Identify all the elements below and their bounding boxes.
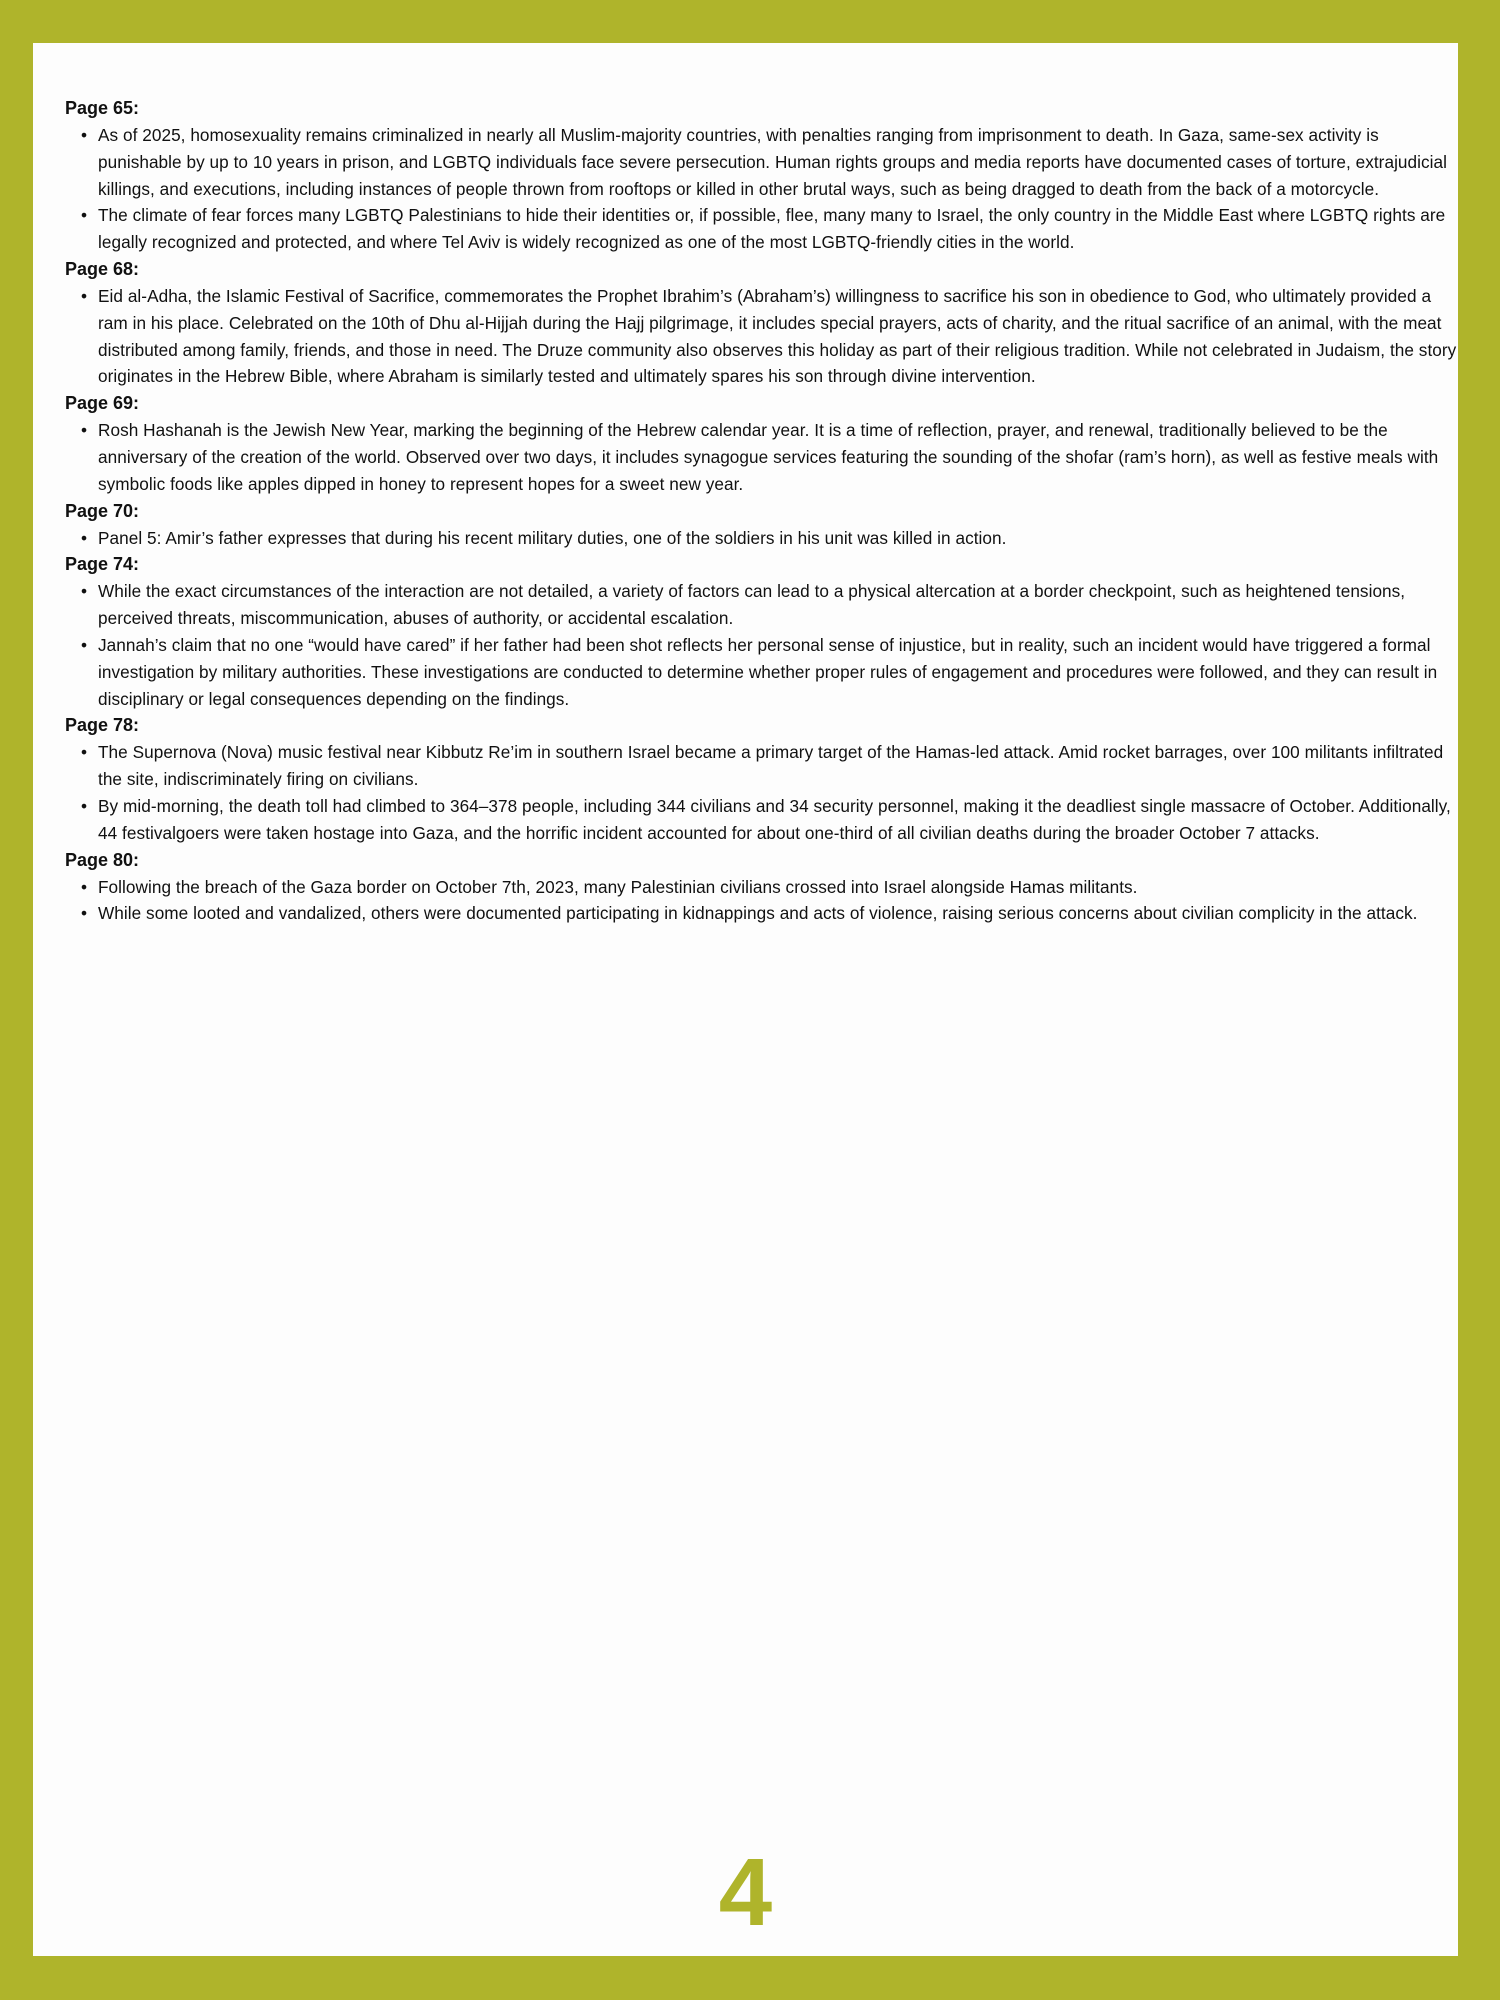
bullet-item: • Following the breach of the Gaza border on October 7th, 2023, many Palestinian civilians crossed into Israel alongside Hamas militants. <box>65 874 1460 901</box>
section-page-70 <box>65 498 1460 552</box>
section-heading: Page 69: <box>65 393 140 414</box>
bullet-item: • While the exact circumstances of the interaction are not detailed, a variety of factors can lead to a physical altercation at a border checkpoint, such as heightened tensions, perceived threats, miscommunication, abuses of authority, or accidental escalation. <box>65 578 1460 632</box>
bullet-item: • By mid-morning, the death toll had climbed to 364–378 people, including 344 civilians and 34 security personnel, making it the deadliest single massacre of October. Additionally, 44 festivalgoers were taken hostage into Gaza, and the horrific incident accounted for about one-third of all civilian deaths during the broader October 7 attacks. <box>65 793 1460 847</box>
bullet-item: • The climate of fear forces many LGBTQ Palestinians to hide their identities or, if possible, flee, many many to Israel, the only country in the Middle East where LGBTQ rights are legally recognized and protected, and where Tel Aviv is widely recognized as one of the most LGBTQ-friendly cities in the world. <box>65 202 1460 256</box>
section-page-65 <box>65 95 1460 256</box>
section-heading: Page 65: <box>65 98 140 118</box>
section-heading: Page 70: <box>65 500 140 521</box>
notes-content <box>65 95 1460 927</box>
bullet-item: • Eid al-Adha, the Islamic Festival of Sacrifice, commemorates the Prophet Ibrahim’s (Abraham’s) willingness to sacrifice his son in obedience to God, who ultimately provided a ram in his place. Celebrated on the 10th of Dhu al-Hijjah during the Hajj pilgrimage, it includes special prayers, acts of charity, and the ritual sacrifice of an animal, with the meat distributed among family, friends, and those in need. The Druze community also observes this holiday as part of their religious tradition. While not celebrated in Judaism, the story originates in the Hebrew Bible, where Abraham is similarly tested and ultimately spares his son through divine intervention. <box>65 283 1460 390</box>
section-page-69 <box>65 390 1460 497</box>
bullet-list <box>65 739 1460 846</box>
document-page <box>33 43 1458 1956</box>
bullet-item: • While some looted and vandalized, others were documented participating in kidnappings and acts of violence, raising serious concerns about civilian complicity in the attack. <box>65 900 1460 927</box>
section-page-74 <box>65 551 1460 712</box>
bullet-list <box>65 417 1460 497</box>
bullet-list <box>65 122 1460 256</box>
bullet-item: • Jannah’s claim that no one “would have cared” if her father had been shot reflects her personal sense of injustice, but in reality, such an incident would have triggered a formal investigation by military authorities. These investigations are conducted to determine whether proper rules of engagement and procedures were followed, and they can result in disciplinary or legal consequences depending on the findings. <box>65 632 1460 712</box>
bullet-list <box>65 578 1460 712</box>
section-page-80 <box>65 847 1460 928</box>
page-number: 4 <box>718 1839 773 1946</box>
section-page-78 <box>65 712 1460 846</box>
section-heading: Page 80: <box>65 849 140 870</box>
section-heading: Page 78: <box>65 715 140 736</box>
section-heading: Page 68: <box>65 258 140 279</box>
bullet-item: • Rosh Hashanah is the Jewish New Year, marking the beginning of the Hebrew calendar year. It is a time of reflection, prayer, and renewal, traditionally believed to be the anniversary of the creation of the world. Observed over two days, it includes synagogue services featuring the sounding of the shofar (ram’s horn), as well as festive meals with symbolic foods like apples dipped in honey to represent hopes for a sweet new year. <box>65 417 1460 497</box>
bullet-list <box>65 525 1460 552</box>
bullet-list <box>65 283 1460 390</box>
section-heading: Page 74: <box>65 554 140 575</box>
bullet-item: • As of 2025, homosexuality remains criminalized in nearly all Muslim-majority countries, with penalties ranging from imprisonment to death. In Gaza, same-sex activity is punishable by up to 10 years in prison, and LGBTQ individuals face severe persecution. Human rights groups and media reports have documented cases of torture, extrajudicial killings, and executions, including instances of people thrown from rooftops or killed in other brutal ways, such as being dragged to death from the back of a motorcycle. <box>65 122 1460 202</box>
bullet-list <box>65 874 1460 928</box>
section-page-68 <box>65 256 1460 390</box>
bullet-item: • Panel 5: Amir’s father expresses that during his recent military duties, one of the soldiers in his unit was killed in action. <box>65 525 1460 552</box>
bullet-item: • The Supernova (Nova) music festival near Kibbutz Re’im in southern Israel became a primary target of the Hamas-led attack. Amid rocket barrages, over 100 militants infiltrated the site, indiscriminately firing on civilians. <box>65 739 1460 793</box>
